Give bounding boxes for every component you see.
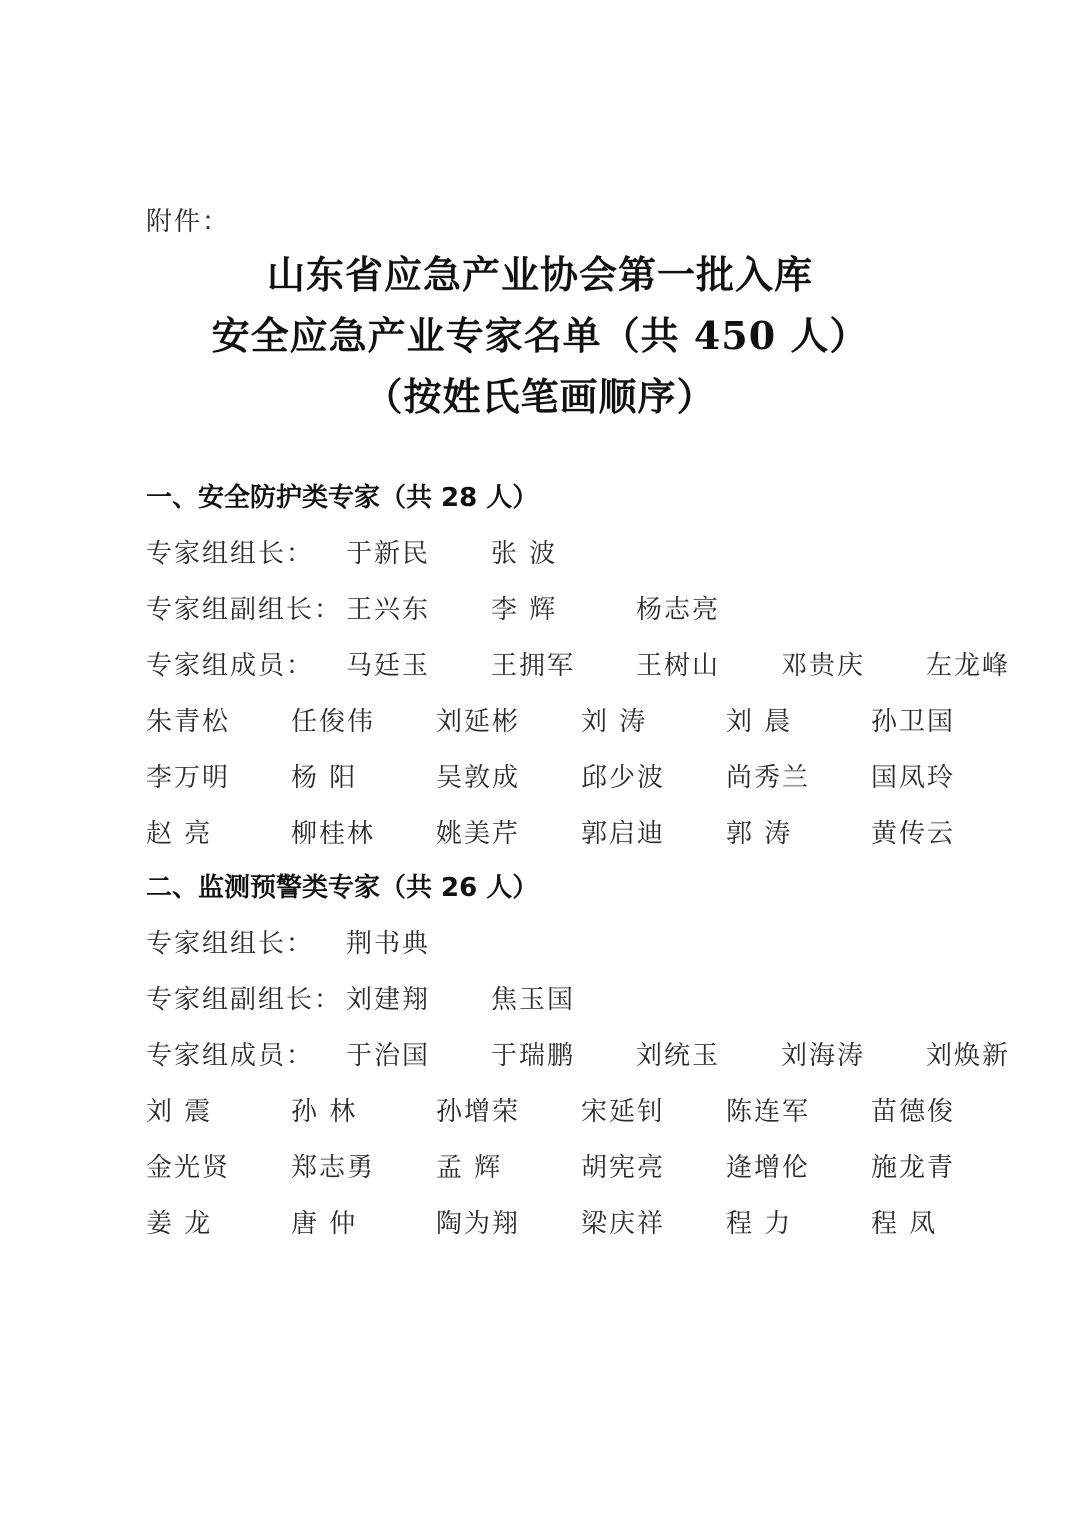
deputy-row [146,978,1046,1034]
member-name: 陶为翔 [436,1209,521,1239]
member-name: 朱青松 [146,707,231,737]
member-label: 专家组成员： [146,651,315,681]
member-row [146,756,1046,812]
leader-row [146,532,1046,588]
member-name: 郭 涛 [726,819,793,849]
member-name: 王树山 [636,651,721,681]
member-name: 郑志勇 [291,1153,376,1183]
leader-row [146,922,1046,978]
title-line-2: 安全应急产业专家名单（共 450 人） [211,313,869,358]
member-name: 唐 仲 [291,1209,358,1239]
section-safety-protection [146,476,1046,868]
member-name: 宋延钊 [581,1097,666,1127]
member-name: 孙 林 [291,1097,358,1127]
member-name: 刘海涛 [781,1041,866,1071]
title-line-1: 山东省应急产业协会第一批入库 [266,252,813,297]
member-name: 刘统玉 [636,1041,721,1071]
section-heading: 二、监测预警类专家（共 26 人） [146,873,539,903]
member-name: 杨 阳 [291,763,358,793]
deputy-name: 杨志亮 [636,595,721,625]
member-name: 李万明 [146,763,231,793]
deputy-name: 刘建翔 [346,985,431,1015]
leader-label: 专家组组长： [146,539,315,569]
member-name: 黄传云 [871,819,956,849]
member-name: 刘延彬 [436,707,521,737]
member-name: 国凤玲 [871,763,956,793]
member-name: 程 凤 [871,1209,938,1239]
member-name: 刘 晨 [726,707,793,737]
member-name: 姚美芹 [436,819,521,849]
member-name: 马廷玉 [346,651,431,681]
member-name: 吴敦成 [436,763,521,793]
member-row [146,1090,1046,1146]
leader-label: 专家组组长： [146,929,315,959]
section-heading: 一、安全防护类专家（共 28 人） [146,483,539,513]
member-name: 施龙青 [871,1153,956,1183]
member-row [146,1202,1046,1258]
member-name: 尚秀兰 [726,763,811,793]
member-name: 孟 辉 [436,1153,503,1183]
member-name: 苗德俊 [871,1097,956,1127]
member-row [146,1146,1046,1202]
member-name: 姜 龙 [146,1209,213,1239]
title-line-3: （按姓氏笔画顺序） [364,374,716,419]
member-name: 邓贵庆 [781,651,866,681]
leader-name: 荆书典 [346,929,431,959]
member-name: 金光贤 [146,1153,231,1183]
member-name: 陈连军 [726,1097,811,1127]
deputy-label: 专家组副组长： [146,595,343,625]
member-name: 于瑞鹏 [491,1041,576,1071]
member-row [146,812,1046,868]
attachment-label: 附件： [146,207,231,237]
member-name: 程 力 [726,1209,793,1239]
member-row-first [146,644,1046,700]
member-name: 邱少波 [581,763,666,793]
member-name: 柳桂林 [291,819,376,849]
member-name: 刘 涛 [581,707,648,737]
section-monitoring-warning [146,866,1046,1258]
member-label: 专家组成员： [146,1041,315,1071]
member-name: 左龙峰 [926,651,1011,681]
member-name: 逄增伦 [726,1153,811,1183]
deputy-name: 李 辉 [491,595,558,625]
member-name: 王拥军 [491,651,576,681]
member-name: 刘 震 [146,1097,213,1127]
deputy-name: 王兴东 [346,595,431,625]
member-name: 孙卫国 [871,707,956,737]
leader-name: 于新民 [346,539,431,569]
member-name: 于治国 [346,1041,431,1071]
member-name: 赵 亮 [146,819,213,849]
deputy-row [146,588,1046,644]
deputy-label: 专家组副组长： [146,985,343,1015]
member-row-first [146,1034,1046,1090]
member-name: 梁庆祥 [581,1209,666,1239]
document-title [0,244,1080,427]
member-name: 胡宪亮 [581,1153,666,1183]
member-row [146,700,1046,756]
member-name: 郭启迪 [581,819,666,849]
member-name: 刘焕新 [926,1041,1011,1071]
leader-name: 张 波 [491,539,558,569]
member-name: 孙增荣 [436,1097,521,1127]
deputy-name: 焦玉国 [491,985,576,1015]
member-name: 任俊伟 [291,707,376,737]
